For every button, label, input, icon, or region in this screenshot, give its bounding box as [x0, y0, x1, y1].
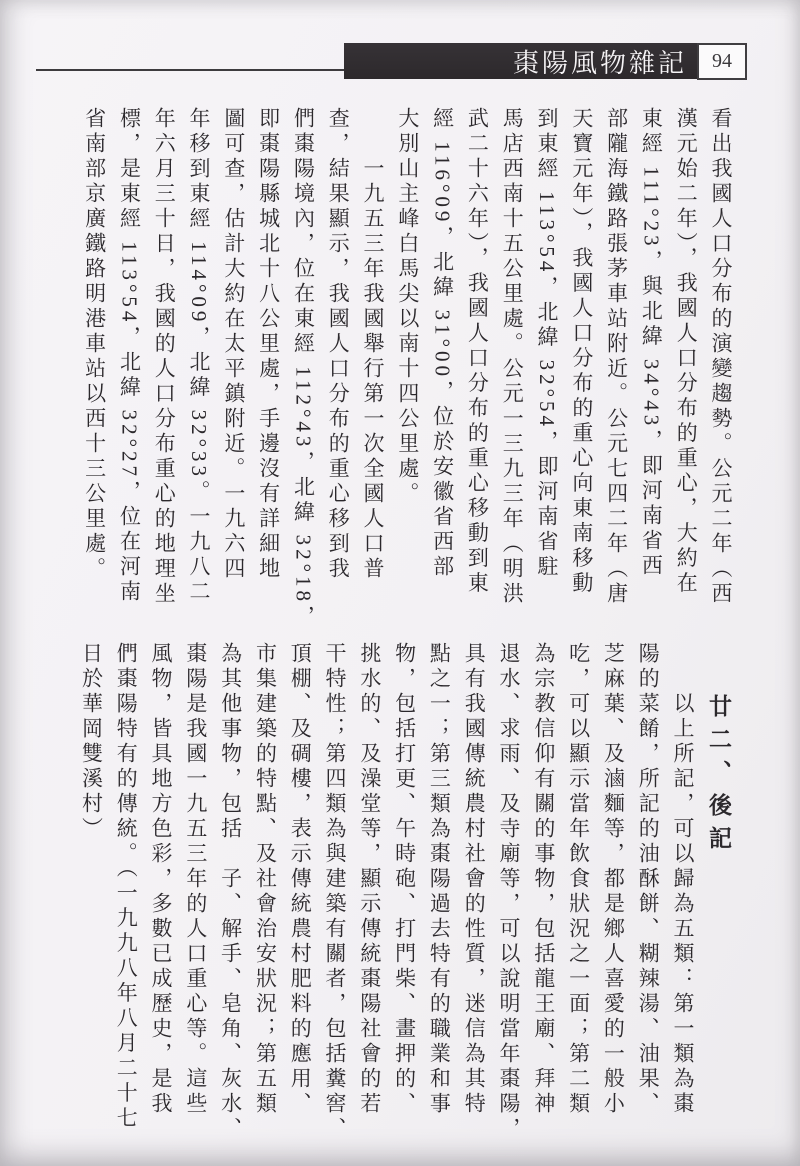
text-column: 圖可查，估計大約在太平鎮附近。一九六四 — [221, 107, 246, 582]
page-header-bar — [344, 43, 697, 79]
text-column: 看出我國人口分布的演變趨勢。公元二年（西 — [709, 107, 733, 607]
text-column: 東經 111°23，與北緯 34°43，即河南省西 — [639, 107, 664, 580]
text-column: 大別山主峰白馬尖以南十四公里處。 — [395, 107, 420, 507]
text-column: 部隴海鐵路張茅車站附近。公元七四二年（唐 — [604, 107, 629, 607]
text-column: 省南部京廣鐵路明港車站以西十三公里處。 — [82, 107, 107, 582]
text-column: 年移到東經 114°09，北緯 32°33。一九八二 — [187, 107, 212, 606]
bottom-text-block — [78, 642, 736, 1162]
text-column: 日於華岡雙溪村） — [79, 642, 104, 842]
text-column: 一九五三年我國舉行第一次全國人口普 — [361, 107, 386, 582]
book-title: 棗陽風物雜記 — [512, 48, 687, 78]
text-column: 馬店西南十五公里處。公元一三九三年（明洪 — [500, 107, 525, 607]
text-column: 風物，皆具地方色彩，多數已成歷史，是我 — [149, 642, 174, 1117]
text-column: 經 116°09，北緯 31°00，位於安徽省西部 — [430, 107, 455, 581]
text-column: 干特性；第四類為與建築有關者，包括糞窖、 — [323, 642, 348, 1142]
text-column: 武二十六年），我國人口分布的重心移動到東 — [465, 107, 490, 597]
text-column: 以上所記，可以歸為五類：第一類為棗 — [671, 642, 695, 1117]
text-column: 棗陽是我國一九五三年的人口重心等。這些 — [183, 642, 208, 1117]
text-column: 標，是東經 113°54，北緯 32°27，位在河南 — [117, 107, 142, 606]
text-column: 吃，可以顯示當年飲食狀況之一面；第二類 — [566, 642, 591, 1117]
header-rule — [36, 69, 344, 71]
text-column: 們棗陽境內，位在東經 112°43，北緯 32°18， — [291, 107, 316, 631]
top-text-block — [76, 107, 738, 631]
text-column: 們棗陽特有的傳統。（一九九八年八月二十七 — [114, 642, 139, 1132]
page-number-box — [697, 43, 747, 80]
section-heading: 廿二、後記 — [706, 694, 731, 859]
text-column: 天寶元年），我國人口分布的重心向東南移動 — [569, 107, 594, 597]
text-column: 挑水的、及澡堂等，顯示傳統棗陽社會的若 — [357, 642, 382, 1117]
text-column: 到東經 113°54，北緯 32°54，即河南省駐 — [535, 107, 560, 581]
page-number: 94 — [712, 50, 732, 72]
text-column: 具有我國傳統農村社會的性質，迷信為其特 — [462, 642, 487, 1117]
text-column: 市集建築的特點、及社會治安狀況；第五類 — [253, 642, 278, 1117]
text-column: 即棗陽縣城北十八公里處，手邊沒有詳細地 — [256, 107, 281, 582]
text-column: 物，包括打更、午時砲、打門柴、畫押的、 — [392, 642, 417, 1117]
text-column: 陽的菜餚，所記的油酥餅、糊辣湯、油果、 — [636, 642, 661, 1117]
text-column: 查，結果顯示，我國人口分布的重心移到我 — [326, 107, 351, 582]
text-column: 退水、求雨、及寺廟等，可以說明當年棗陽， — [497, 642, 522, 1142]
text-column: 頂棚、及碉樓，表示傳統農村肥料的應用、 — [288, 642, 313, 1117]
text-column: 為其他事物，包括 子、解手、皂角、灰水、 — [218, 642, 243, 1142]
text-column: 漢元始二年），我國人口分布的重心，大約在 — [674, 107, 699, 597]
text-column: 年六月三十日，我國的人口分布重心的地理坐 — [152, 107, 177, 607]
text-column: 點之一；第三類為棗陽過去特有的職業和事 — [427, 642, 452, 1117]
text-column: 為宗教信仰有關的事物，包括龍王廟、拜神 — [531, 642, 556, 1117]
text-column: 芝麻葉、及滷麵等，都是鄉人喜愛的一般小 — [601, 642, 626, 1117]
